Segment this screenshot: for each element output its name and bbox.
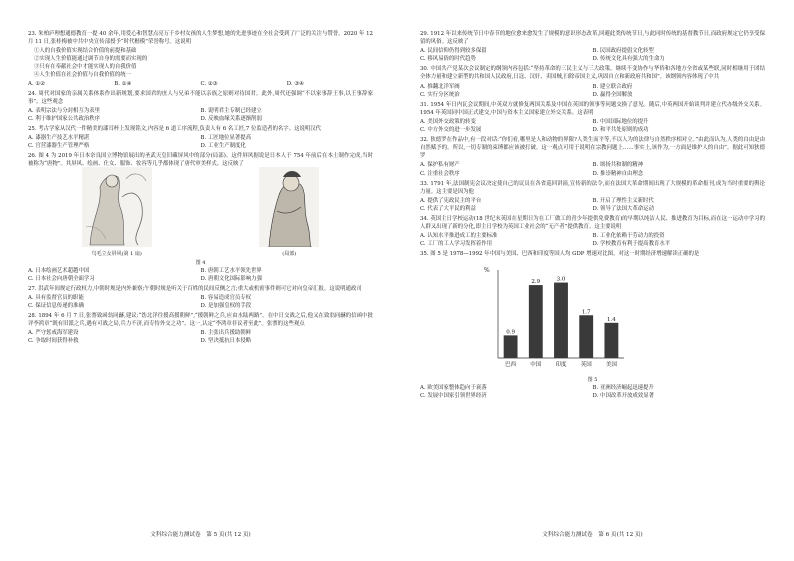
question-stem: 25. 考古学家从汉代一件精美的漆耳杯上发现铭文,内容是 6 道工序流程,负责人有 6 名工匠,7 位监造者的名字。这说明汉代 [28,126,322,133]
option: B. 说明君主专制已经建立 [200,107,262,114]
question-stem: 28. 1894 年 6 月 7 日,张謇致函翁同龢,建议:“饬北洋往援高援朝鲜”,“援朝鲜之兵,应由水陆两路”。在中日交战之后,他又在致翁同龢的信函中批评李鸿章“既有旧派之兵,遇有可战之局,兵力不济,而专恃外交之功”。这一,认定“李鸿章非议者至此”。张謇的这些观点 [28,313,373,328]
option: B. 建立联合政府 [592,83,633,90]
right-column [420,30,765,402]
detail-painting-image [259,167,319,247]
answer-options [420,118,765,134]
option: D. 唐朝文化国际影响力强 [200,275,262,282]
answer-options [28,267,373,283]
option: C. 实行分区统治 [420,91,460,98]
option: A. 欧美国家整体趋向于衰落 [420,384,487,391]
figure-screen-panel [82,167,152,258]
answer-options [420,232,765,248]
bar [604,323,618,358]
option: D. 学校教育有利于提高教育水平 [592,241,671,248]
bar [579,316,593,359]
option: C. 官营漆器生产管理严格 [28,143,90,150]
answer-options [420,47,765,63]
question-stem: 30. 中国共产党某次会议制定的纲领内容包括:“坚持革命的三民主义与三大政策。继续不变协作与华侨和各地方全省或某些联,同时相继用于团结全体力量和建立新型的共和国人民政府,日寇、汉奸、卖国贼,扫除帝国主义,巩固自立和新政府共和国”。该纲领内容体现了中共 [420,66,765,81]
option: C. 发展中国家引领世界经济 [420,392,487,399]
option: D. 坚决抵抗日本侵略 [200,338,252,345]
option: A. 保护私有财产 [420,162,460,169]
answer-options [28,294,373,310]
data-label: 1.7 [581,309,591,316]
question-28 [28,312,373,345]
figure-label: 图 5 [587,376,598,383]
page-footer-right: 文科综合能力测试卷 第 6 页(共 12 页) [542,532,643,538]
option: C. ②③ [200,80,218,87]
statement-item: ③只有在奉献社会中才能实现人的自我价值 [34,64,137,71]
option: D. ③④ [286,80,304,87]
option: C. 中方外交的进一步发展 [420,127,482,134]
option: A. 日本绘画艺术超越中国 [28,267,90,274]
figure-4 [28,171,373,259]
option: D. 传统文化具有强大的生命力 [592,56,665,63]
option: B. 颂扬共和制的精神 [592,162,644,169]
question-24 [28,90,373,123]
answer-options [28,80,373,88]
y-axis-label: % [484,267,490,275]
option: B. ①④ [114,80,132,87]
question-30 [420,65,765,98]
statement-item: ②实现人生价值能通过调节自身的需要而实现的 [34,56,148,63]
question-stem: 26. 图 4 为 2019 年日本奈良国立博物馆展出的圣武天皇旧藏屏风中的部分(局部)。这件屏风据说是日本人于 754 年前后在本土制作完成,当时被称为“唐物”。其屏风、绘画、仕女、服饰、妆容等几乎都体现了唐代审美样式。这反映了 [28,153,373,168]
answer-options [420,384,765,400]
question-34 [420,215,765,248]
question-26 [28,152,373,282]
option: C. 工厂的工人学习发挥着作用 [420,241,493,248]
option: D. 推崇精神自由理念 [592,170,644,177]
option: C. 保证信息传递的准确 [28,302,84,309]
option: D. 赢得全国解放 [592,91,633,98]
question-stem: 32. 狄德罗在作品中,有一段对话:“你们看,哪里是人和动物的界限?人类生而平等,不以人为的法律与自然秩序相对立。”由此而认为,人类的自由是由自然赋予的。所以,一切专制的束缚都应该被打破。这一观点可用于说明在宗教问题上……事实上,该作为,一方面是维护人的自由”。据此可知狄德罗 [420,137,765,160]
answer-options [420,83,765,99]
question-stem: 33. 1791 年,法国制宪会议决定使自己的议员在各省巡回讲演,宣传新的法令,而在法国大革命期间出现了大规模的革命报刊,成为当时重要的舆论力量。这主要是因为他 [420,180,765,195]
option: B. 开启了理性主义新时代 [592,197,654,204]
option: B. 民国政府提倡文化转型 [592,48,654,55]
question-33 [420,180,765,213]
answer-options [28,107,373,123]
option: C. 代表了大平民的利益 [420,205,476,212]
question-31 [420,101,765,134]
question-27 [28,285,373,310]
bar [529,286,543,359]
option: A. 表明宗法与分封相互为表里 [28,107,101,114]
bar-chart [480,260,630,372]
figure-5-chart [480,260,765,375]
option: A. 认知水平推进成工的主要标准 [420,233,498,240]
figure-caption: (局部) [282,251,297,258]
data-label: 1.4 [607,317,616,324]
answer-options [420,161,765,177]
x-tick-label: 美国 [605,362,617,369]
question-23 [28,30,373,88]
question-29 [420,30,765,63]
x-tick-label: 巴西 [505,362,517,369]
answer-options [28,329,373,345]
option: C. 利于维护国家公共政治秩序 [28,115,101,122]
option: A. 漆器生产技艺水平精湛 [28,135,90,142]
question-stem: 29. 1912 年以来传统节日中春节的地位愈来愈发生了规模的意识形态改革,回避此类传统节日,与此同时传统的基督教节日,而政府规定它仍享受保留的风俗。这反映了 [420,31,765,46]
option: D. 和平共处原则的成功 [592,127,649,134]
option: A. 严守惩戒海军建设 [28,330,79,337]
question-stem: 35. 图 5 是 1978—1992 年中国与美国、巴西和印度等国人均 GDP 增速对比图。对这一时期经济增速解读正确的是 [420,251,700,258]
option: D. 中国改革开放成效显著 [592,392,654,399]
bar [554,283,568,358]
option: B. 唐朝工艺水平领先世界 [200,267,262,274]
option: A. 美国外交政策的转变 [420,118,476,125]
option: A. 具有监督官员的职能 [28,294,84,301]
answer-options [28,134,373,150]
question-stem: 23. 朱柏庐理想通德教育一提 40 余年,用爱心和智慧点亮万千乡村女孩的人生梦想,她的先进事迹在全社会受到了广泛的关注与赞誉。2020 年 12 月 11 日,张桂梅被中共中央宣传部授予“时代楷模”荣誉称号。这说明 [28,31,373,46]
option: D. 工业生产制度化 [200,143,246,150]
x-tick-label: 英国 [580,362,592,369]
option: D. 是加强皇权的手段 [200,302,252,309]
figure-detail-panel [259,167,319,258]
x-tick-label: 印度 [555,362,567,369]
left-column [28,30,373,347]
statement-item: ④人生价值在社会价值与自我价值的统一 [34,72,132,79]
question-stem: 24. 周代对国家的亲属关系体系作出新规划,要求国君的庶人与兄弟不能以亲族之原则对待国君。此外,周代还强调“不以家事辞王事,以王事辞家事”。这些观念 [28,90,373,105]
question-32 [420,136,765,177]
option: B. 容易造成官员专权 [200,294,252,301]
question-stem: 27. 洪武年间规定行政权力,中朝时规是内外兼察;午朝时规是听关于百姓的民间反侧之言;重大或机密事件则可它对向皇帝汇报。这说明通政司 [28,285,362,292]
option: C. 移风易俗的时代趋势 [420,56,476,63]
option: B. 亚洲经济崛起迅速提升 [592,384,654,391]
data-label: 3.0 [556,277,566,284]
option: C. 日本社会向唐朝全面学习 [28,275,95,282]
option: D. 领导了法国大革命运动 [592,205,654,212]
question-35 [420,250,765,399]
option: A. 提供了宪政民主的平台 [420,197,482,204]
data-label: 2.9 [531,279,541,286]
question-25 [28,125,373,150]
answer-options [420,197,765,213]
question-stem: 31. 1954 年日内瓦会议期间,中英双方就修复两国关系及中国在英国的领事等问题交换了意见。随后,中英两国开始谈判并建立代办级外交关系。1954 年英国同中国正式建交,中国与资本主义国家建立外交关系。这表明 [420,101,765,116]
x-tick-label: 中国 [530,362,542,369]
option: C. 争取时间获得补救 [28,338,79,345]
bar [504,336,518,359]
data-label: 0.9 [506,329,515,336]
option: A. ①② [28,80,45,87]
option: B. 工匠地位显著提高 [200,135,252,142]
option: C. 注重社会秩序 [420,170,460,177]
option: B. 主张出兵援助朝鲜 [200,330,252,337]
option: A. 推翻北洋军阀 [420,83,460,90]
figure-label: 图 4 [195,259,206,266]
screen-painting-image [82,167,152,247]
statement-item: ①人的自我价值实现结合价值的前提和基础 [34,48,137,55]
option: B. 中国国际地位的提升 [592,118,649,125]
question-stem: 34. 英国主日学校运动(18 世纪末英国在星期日为在工厂做工的青少年提供免费教育)的早期以纯洁人民、推进教育为目标,而在这一运动中学习的人群又出现了新的分化,即主日学校为英国工业社会的“无产者”提供教育。这主要说明 [420,215,765,231]
option: A. 民间信仰仍得到较多保留 [420,48,487,55]
option: D. 反映血缘关系逐渐削弱 [200,115,262,122]
page-footer-left: 文科综合能力测试卷 第 5 页(共 12 页) [150,532,251,538]
option: B. 工业化依赖于劳动力的投资 [592,233,665,240]
figure-caption: 鸟毛立女屏风(第 1 扇) [91,251,142,258]
